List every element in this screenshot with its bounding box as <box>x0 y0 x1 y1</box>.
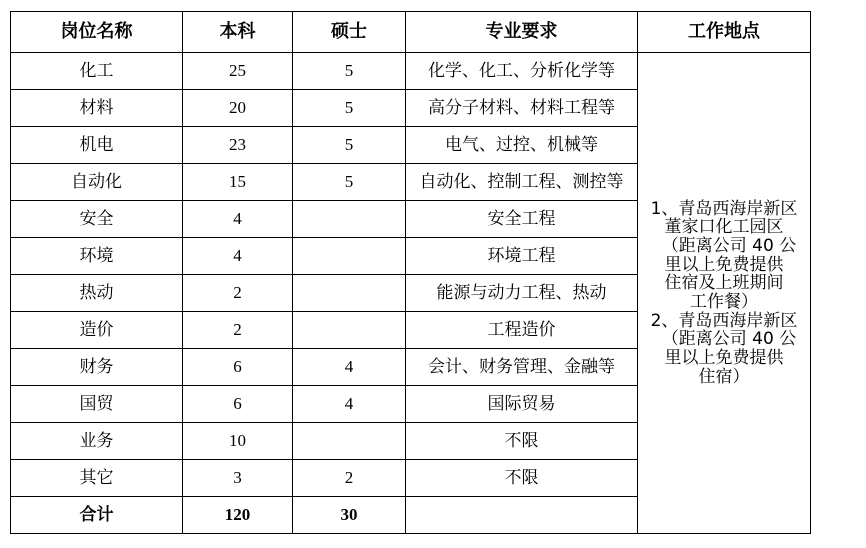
major-cell: 工程造价 <box>406 312 638 349</box>
location-line: 2、青岛西海岸新区 <box>650 310 798 331</box>
bachelor-cell: 6 <box>183 349 293 386</box>
total-master: 30 <box>293 497 406 534</box>
location-line: 住宿） <box>698 366 750 387</box>
header-master: 硕士 <box>293 12 406 53</box>
location-line: 里以上免费提供 <box>664 348 784 369</box>
major-cell: 不限 <box>406 423 638 460</box>
major-cell: 安全工程 <box>406 201 638 238</box>
master-cell: 5 <box>293 164 406 201</box>
major-cell: 自动化、控制工程、测控等 <box>406 164 638 201</box>
bachelor-cell: 10 <box>183 423 293 460</box>
major-cell: 会计、财务管理、金融等 <box>406 349 638 386</box>
location-line: 里以上免费提供 <box>664 254 784 275</box>
location-line: 董家口化工园区 <box>664 217 784 238</box>
position-cell: 自动化 <box>11 164 183 201</box>
position-cell: 安全 <box>11 201 183 238</box>
header-position: 岗位名称 <box>11 12 183 53</box>
total-label: 合计 <box>11 497 183 534</box>
master-cell <box>293 201 406 238</box>
total-bachelor: 120 <box>183 497 293 534</box>
bachelor-cell: 6 <box>183 386 293 423</box>
bachelor-cell: 25 <box>183 53 293 90</box>
major-cell: 电气、过控、机械等 <box>406 127 638 164</box>
master-cell: 5 <box>293 127 406 164</box>
master-cell <box>293 423 406 460</box>
location-line: 工作餐） <box>690 292 758 312</box>
bachelor-cell: 15 <box>183 164 293 201</box>
location-line: （距离公司 40 公 <box>661 329 797 350</box>
major-cell: 国际贸易 <box>406 386 638 423</box>
bachelor-cell: 4 <box>183 201 293 238</box>
location-line: （距离公司 40 公 <box>661 235 797 256</box>
master-cell: 2 <box>293 460 406 497</box>
header-location: 工作地点 <box>638 12 811 53</box>
bachelor-cell: 3 <box>183 460 293 497</box>
position-cell: 财务 <box>11 349 183 386</box>
master-cell: 4 <box>293 386 406 423</box>
master-cell: 4 <box>293 349 406 386</box>
position-cell: 机电 <box>11 127 183 164</box>
position-cell: 环境 <box>11 238 183 275</box>
bachelor-cell: 20 <box>183 90 293 127</box>
major-cell: 高分子材料、材料工程等 <box>406 90 638 127</box>
position-cell: 造价 <box>11 312 183 349</box>
header-row <box>11 12 811 53</box>
location-line: 1、青岛西海岸新区 <box>650 198 798 219</box>
location-cell <box>638 53 811 534</box>
major-cell: 能源与动力工程、热动 <box>406 275 638 312</box>
position-cell: 国贸 <box>11 386 183 423</box>
master-cell: 5 <box>293 90 406 127</box>
position-cell: 业务 <box>11 423 183 460</box>
major-cell: 不限 <box>406 460 638 497</box>
location-line: 住宿及上班期间 <box>664 273 784 294</box>
master-cell <box>293 238 406 275</box>
master-cell <box>293 312 406 349</box>
total-major <box>406 497 638 534</box>
bachelor-cell: 23 <box>183 127 293 164</box>
recruitment-table <box>10 11 811 534</box>
header-bachelor: 本科 <box>183 12 293 53</box>
table-row <box>11 53 811 90</box>
header-major: 专业要求 <box>406 12 638 53</box>
major-cell: 环境工程 <box>406 238 638 275</box>
bachelor-cell: 4 <box>183 238 293 275</box>
position-cell: 其它 <box>11 460 183 497</box>
bachelor-cell: 2 <box>183 275 293 312</box>
position-cell: 热动 <box>11 275 183 312</box>
position-cell: 材料 <box>11 90 183 127</box>
bachelor-cell: 2 <box>183 312 293 349</box>
major-cell: 化学、化工、分析化学等 <box>406 53 638 90</box>
master-cell: 5 <box>293 53 406 90</box>
master-cell <box>293 275 406 312</box>
position-cell: 化工 <box>11 53 183 90</box>
